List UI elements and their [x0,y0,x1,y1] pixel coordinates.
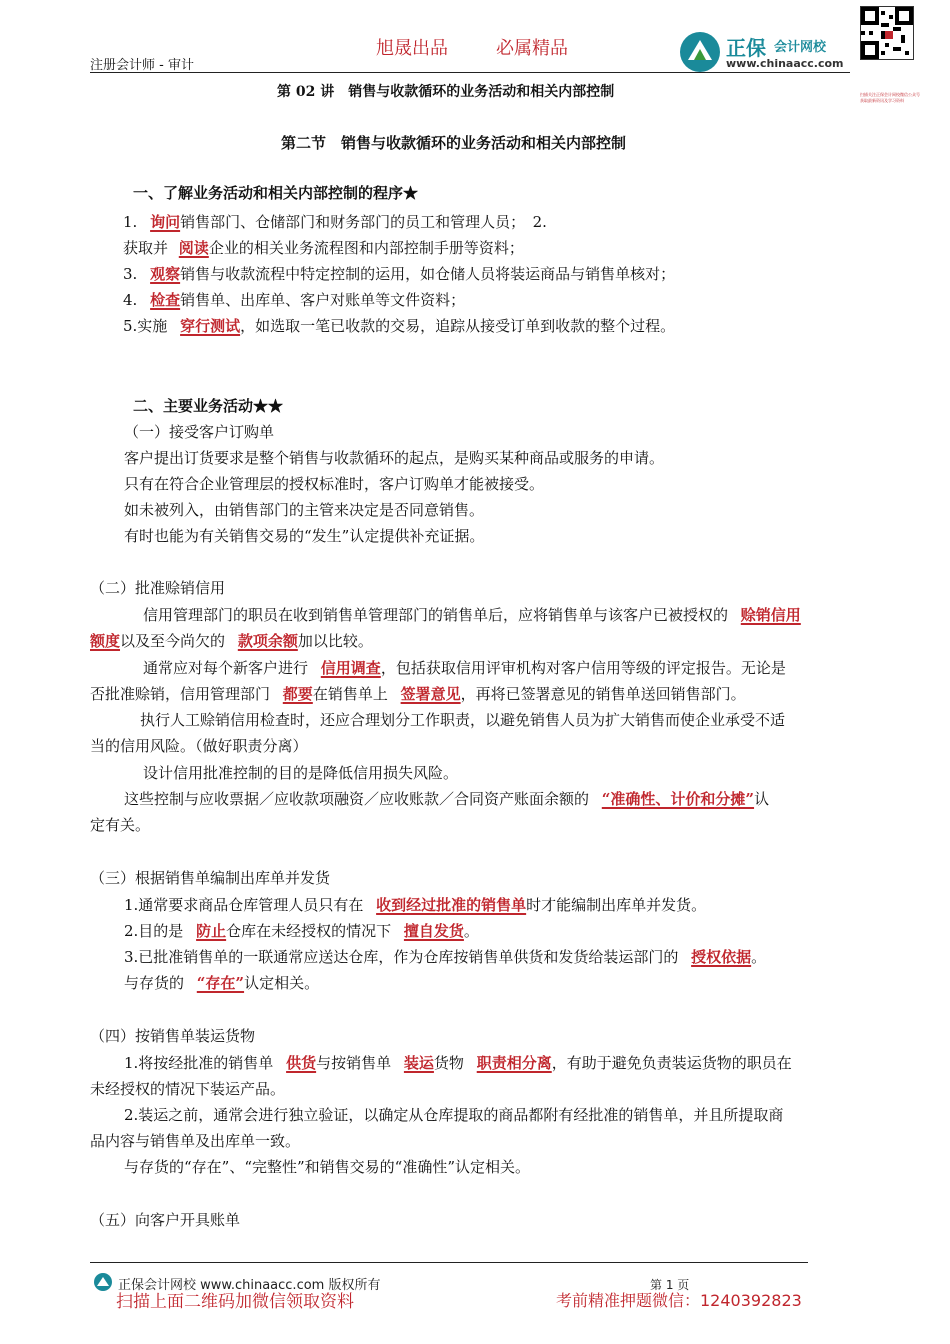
qr-code[interactable] [860,6,914,60]
qr-caption-2: 获取最新资讯及学习资料 [860,98,904,103]
s3-line-2: 2.目的是 防止仓库在未经授权的情况下 擅自发货。 [124,922,479,940]
header-divider [90,72,850,73]
s2-p4: 设计信用批准控制的目的是降低信用损失风险。 [143,764,459,782]
footer-page: 第 1 页 [650,1278,690,1292]
logo-name: 正保 [726,36,766,60]
s2-p5-line2: 定有关。 [90,816,151,834]
s4-line-1: 1.将按经批准的销售单 供货与按销售单 装运货物 职责相分离，有助于避免负责装运货物的职员在 [124,1054,792,1072]
logo-subname: 会计网校 [774,40,827,55]
keyword-read: 阅读 [178,239,209,257]
keyword-inspect: 检查 [150,291,181,309]
s1-line-4: 有时也能为有关销售交易的“发生”认定提供补充证据。 [124,527,485,545]
s2-p1-line1: 信用管理部门的职员在收到销售单管理部门的销售单后，应将销售单与该客户已被授权的 赊销信用 [143,606,801,624]
footer-divider [90,1262,808,1263]
course-label: 注册会计师 - 审计 [90,58,194,73]
section-title: 第二节 销售与收款循环的业务活动和相关内部控制 [281,134,627,152]
s2-p3-line2: 当的信用风险。（做好职责分离） [90,737,308,755]
s3-title: （三）根据销售单编制出库单并发货 [90,869,331,887]
s1-line-3: 如未被列入，由销售部门的主管来决定是否同意销售。 [124,501,485,519]
part1-item-5: 5.实施 穿行测试，如选取一笔已收款的交易，追踪从接受订单到收款的整个过程。 [123,317,676,335]
logo-url: www.chinaacc.com [726,57,844,70]
chinaacc-logo[interactable] [678,30,858,74]
s4-line-2: 2.装运之前，通常会进行独立验证，以确定从仓库提取的商品都附有经批准的销售单，并且所提取商 [124,1106,784,1124]
keyword-observe: 观察 [150,265,181,283]
part1-item-3: 3. 观察销售与收款流程中特定控制的运用，如仓储人员将装运商品与销售单核对； [123,265,676,283]
s3-line-4: 与存货的 “存在”认定相关。 [124,974,320,992]
s4-line-3: 与存货的“存在”、“完整性”和销售交易的“准确性”认定相关。 [124,1158,531,1176]
part1-heading: 一、了解业务活动和相关内部控制的程序★ [133,184,419,202]
logo-emblem-icon [678,30,722,74]
part1-item-1: 1. 询问销售部门、仓储部门和财务部门的员工和管理人员； 2. [123,213,547,231]
s2-p5-line1: 这些控制与应收票据／应收款项融资／应收账款／合同资产账面余额的 “准确性、计价和分摊”认 [124,790,770,808]
qr-code-icon [861,7,913,59]
s4-line-1b: 未经授权的情况下装运产品。 [90,1080,286,1098]
part1-item-2: 获取并 阅读企业的相关业务流程图和内部控制手册等资料； [123,239,524,257]
s2-p3-line1: 执行人工赊销信用检查时，还应合理划分工作职责，以避免销售人员为扩大销售而使企业承受不适 [140,711,786,729]
s3-line-3: 3.已批准销售单的一联通常应送达仓库，作为仓库按销售单供货和发货给装运部门的 授权依据。 [124,948,767,966]
s2-p2-line2: 否批准赊销，信用管理部门 都要在销售单上 签署意见，再将已签署意见的销售单送回销售部门。 [90,685,746,703]
s2-title: （二）批准赊销信用 [90,579,226,597]
part1-item-4: 4. 检查销售单、出库单、客户对账单等文件资料； [123,291,466,309]
footer-promo-left: 扫描上面二维码加微信领取资料 [116,1292,354,1312]
footer-logo-icon [93,1272,113,1292]
s3-line-1: 1.通常要求商品仓库管理人员只有在 收到经过批准的销售单时才能编制出库单并发货。 [124,896,707,914]
s1-title: （一）接受客户订购单 [124,423,275,441]
slogan-2: 必属精品 [496,38,568,59]
s2-p2-line1: 通常应对每个新客户进行 信用调查，包括获取信用评审机构对客户信用等级的评定报告。无论是 [143,659,786,677]
keyword-walkthrough: 穿行测试 [180,317,241,335]
qr-caption-1: 扫描关注正保会计网校微信公众号 [860,92,920,97]
footer-promo-right: 考前精准押题微信：1240392823 [556,1291,802,1310]
part2-heading: 二、主要业务活动★★ [133,397,284,415]
s2-p1-line2: 额度以及至今尚欠的 款项余额加以比较。 [90,632,373,650]
footer-brand: 正保会计网校 www.chinaacc.com 版权所有 [118,1278,381,1293]
s5-title: （五）向客户开具账单 [90,1211,241,1229]
slogan-1: 旭晟出品 [376,38,448,59]
s1-line-2: 只有在符合企业管理层的授权标准时，客户订购单才能被接受。 [124,475,545,493]
keyword-inquire: 询问 [150,213,181,231]
s1-line-1: 客户提出订货要求是整个销售与收款循环的起点，是购买某种商品或服务的申请。 [124,449,665,467]
s4-title: （四）按销售单装运货物 [90,1027,256,1045]
s4-line-2b: 品内容与销售单及出库单一致。 [90,1132,301,1150]
lecture-title: 第 02 讲 销售与收款循环的业务活动和相关内部控制 [277,84,615,100]
